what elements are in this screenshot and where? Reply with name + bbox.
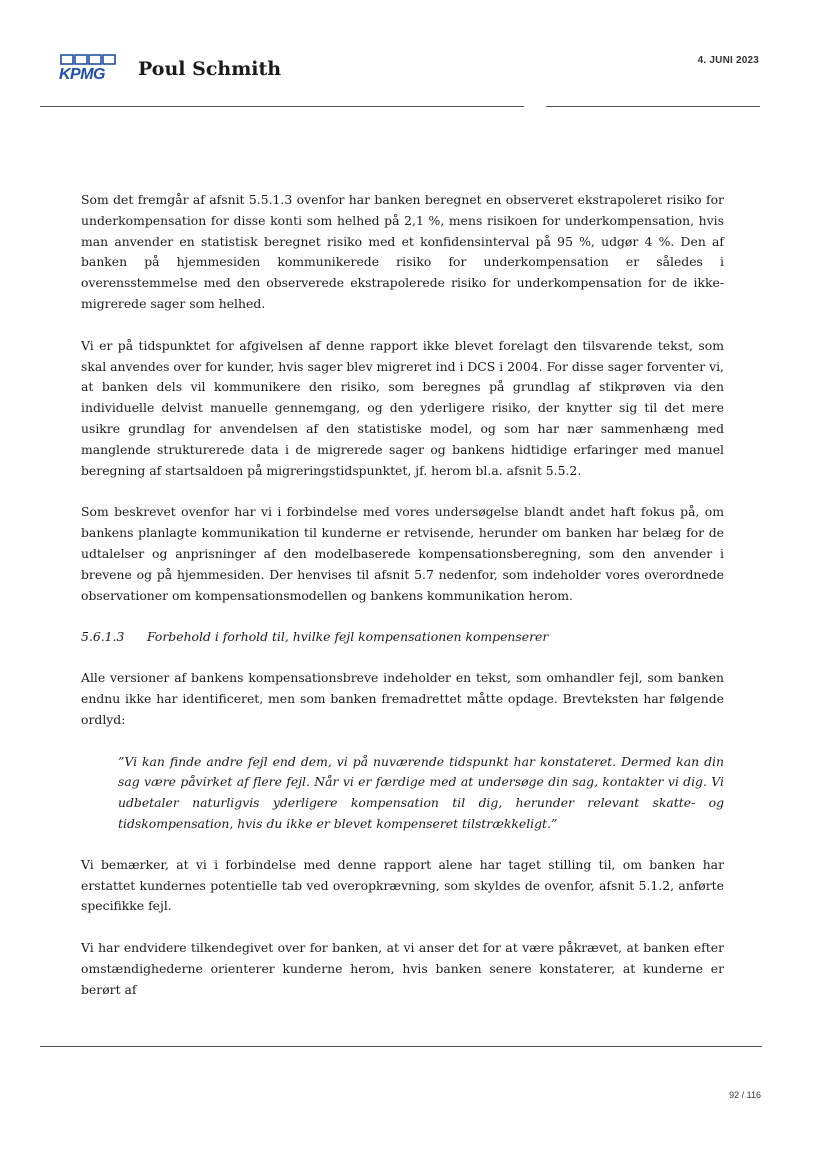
paragraph: Som beskrevet ovenfor har vi i forbindelse med vores undersøgelse blandt andet haft fokus på, om bankens planlagte kommunikation til kunderne er retvisende, herunder om banken har belæg for de udtalelser og anprisninger af den modelbaserede kompensationsberegning, som den anvender i brevene og på hjemmesiden. Der henvises til afsnit 5.7 nedenfor, som indeholder vores overordnede observationer om kompensationsmodellen og bankens kommunikation herom. [81,504,724,603]
firm-name: Poul Schmith [138,58,282,80]
svg-text:KPMG: KPMG [59,66,105,82]
paragraph: Som det fremgår af afsnit 5.5.1.3 ovenfor har banken beregnet en observeret ekstrapoleret risiko for underkompensation for disse konti som helhed på 2,1 %, mens risikoen for underkompensation, hvis man anvender en statistisk beregnet risiko med et konfidensinterval på 95 %, udgør 4 %. Den af banken på hjemmesiden kommunikerede risiko for underkompensation er således i overensstemmelse med den observerede ekstrapolerede risiko for underkompensation for de ikke-migrerede sager som helhed. [81,192,724,311]
paragraph: Vi bemærker, at vi i forbindelse med denne rapport alene har taget stilling til, om banken har erstattet kundernes potentielle tab ved overopkrævning, som skyldes de ovenfor, afsnit 5.1.2, anførte specifikke fejl. [81,856,724,914]
section-title: Forbehold i forhold til, hvilke fejl kompensationen kompenserer [147,629,549,645]
paragraph: Vi har endvidere tilkendegivet over for banken, at vi anser det for at være påkrævet, at banken efter omstændighederne orienterer kunderne herom, hvis banken senere konstaterer, at kunderne er berørt af [81,940,724,997]
header-rule-left [40,106,524,107]
document-date: 4. JUNI 2023 [697,55,759,66]
section-number: 5.6.1.3 [81,629,125,645]
footer-rule [40,1046,762,1047]
header-rule-right [546,106,760,107]
block-quote: ”Vi kan finde andre fejl end dem, vi på nuværende tidspunkt har konstateret. Dermed kan din sag være påvirket af flere fejl. Når vi er færdige med at undersøge din sag, kontakter vi dig. Vi udbetaler naturligvis yderligere kompensation til dig, herunder relevant skatte- og tidskompensation, hvis du ikke er blevet kompenseret tilstrækkeligt.” [118,753,724,831]
section-heading [81,627,724,648]
main-content [81,190,724,1022]
page-number: 92 / 116 [729,1090,761,1100]
paragraph: Alle versioner af bankens kompensationsbreve indeholder en tekst, som omhandler fejl, som banken endnu ikke har identificeret, men som banken fremadrettet måtte opdage. Brevteksten har følgende ordlyd: [81,670,724,727]
kpmg-logo [58,54,120,82]
paragraph: Vi er på tidspunktet for afgivelsen af denne rapport ikke blevet forelagt den tilsvarende tekst, som skal anvendes over for kunder, hvis sager blev migreret ind i DCS i 2004. For disse sager forventer vi, at banken dels vil kommunikere den risiko, som beregnes på grundlag af stikprøven via den individuelle delvist manuelle gennemgang, og den yderligere risiko, der knytter sig til det mere usikre grundlag for anvendelsen af den statistiske model, og som har nær sammenhæng med manglende strukturerede data i de migrerede sager og bankens hidtidige erfaringer med manuel beregning af startsaldoen på migreringstidspunktet, jf. herom bl.a. afsnit 5.5.2. [81,337,724,478]
